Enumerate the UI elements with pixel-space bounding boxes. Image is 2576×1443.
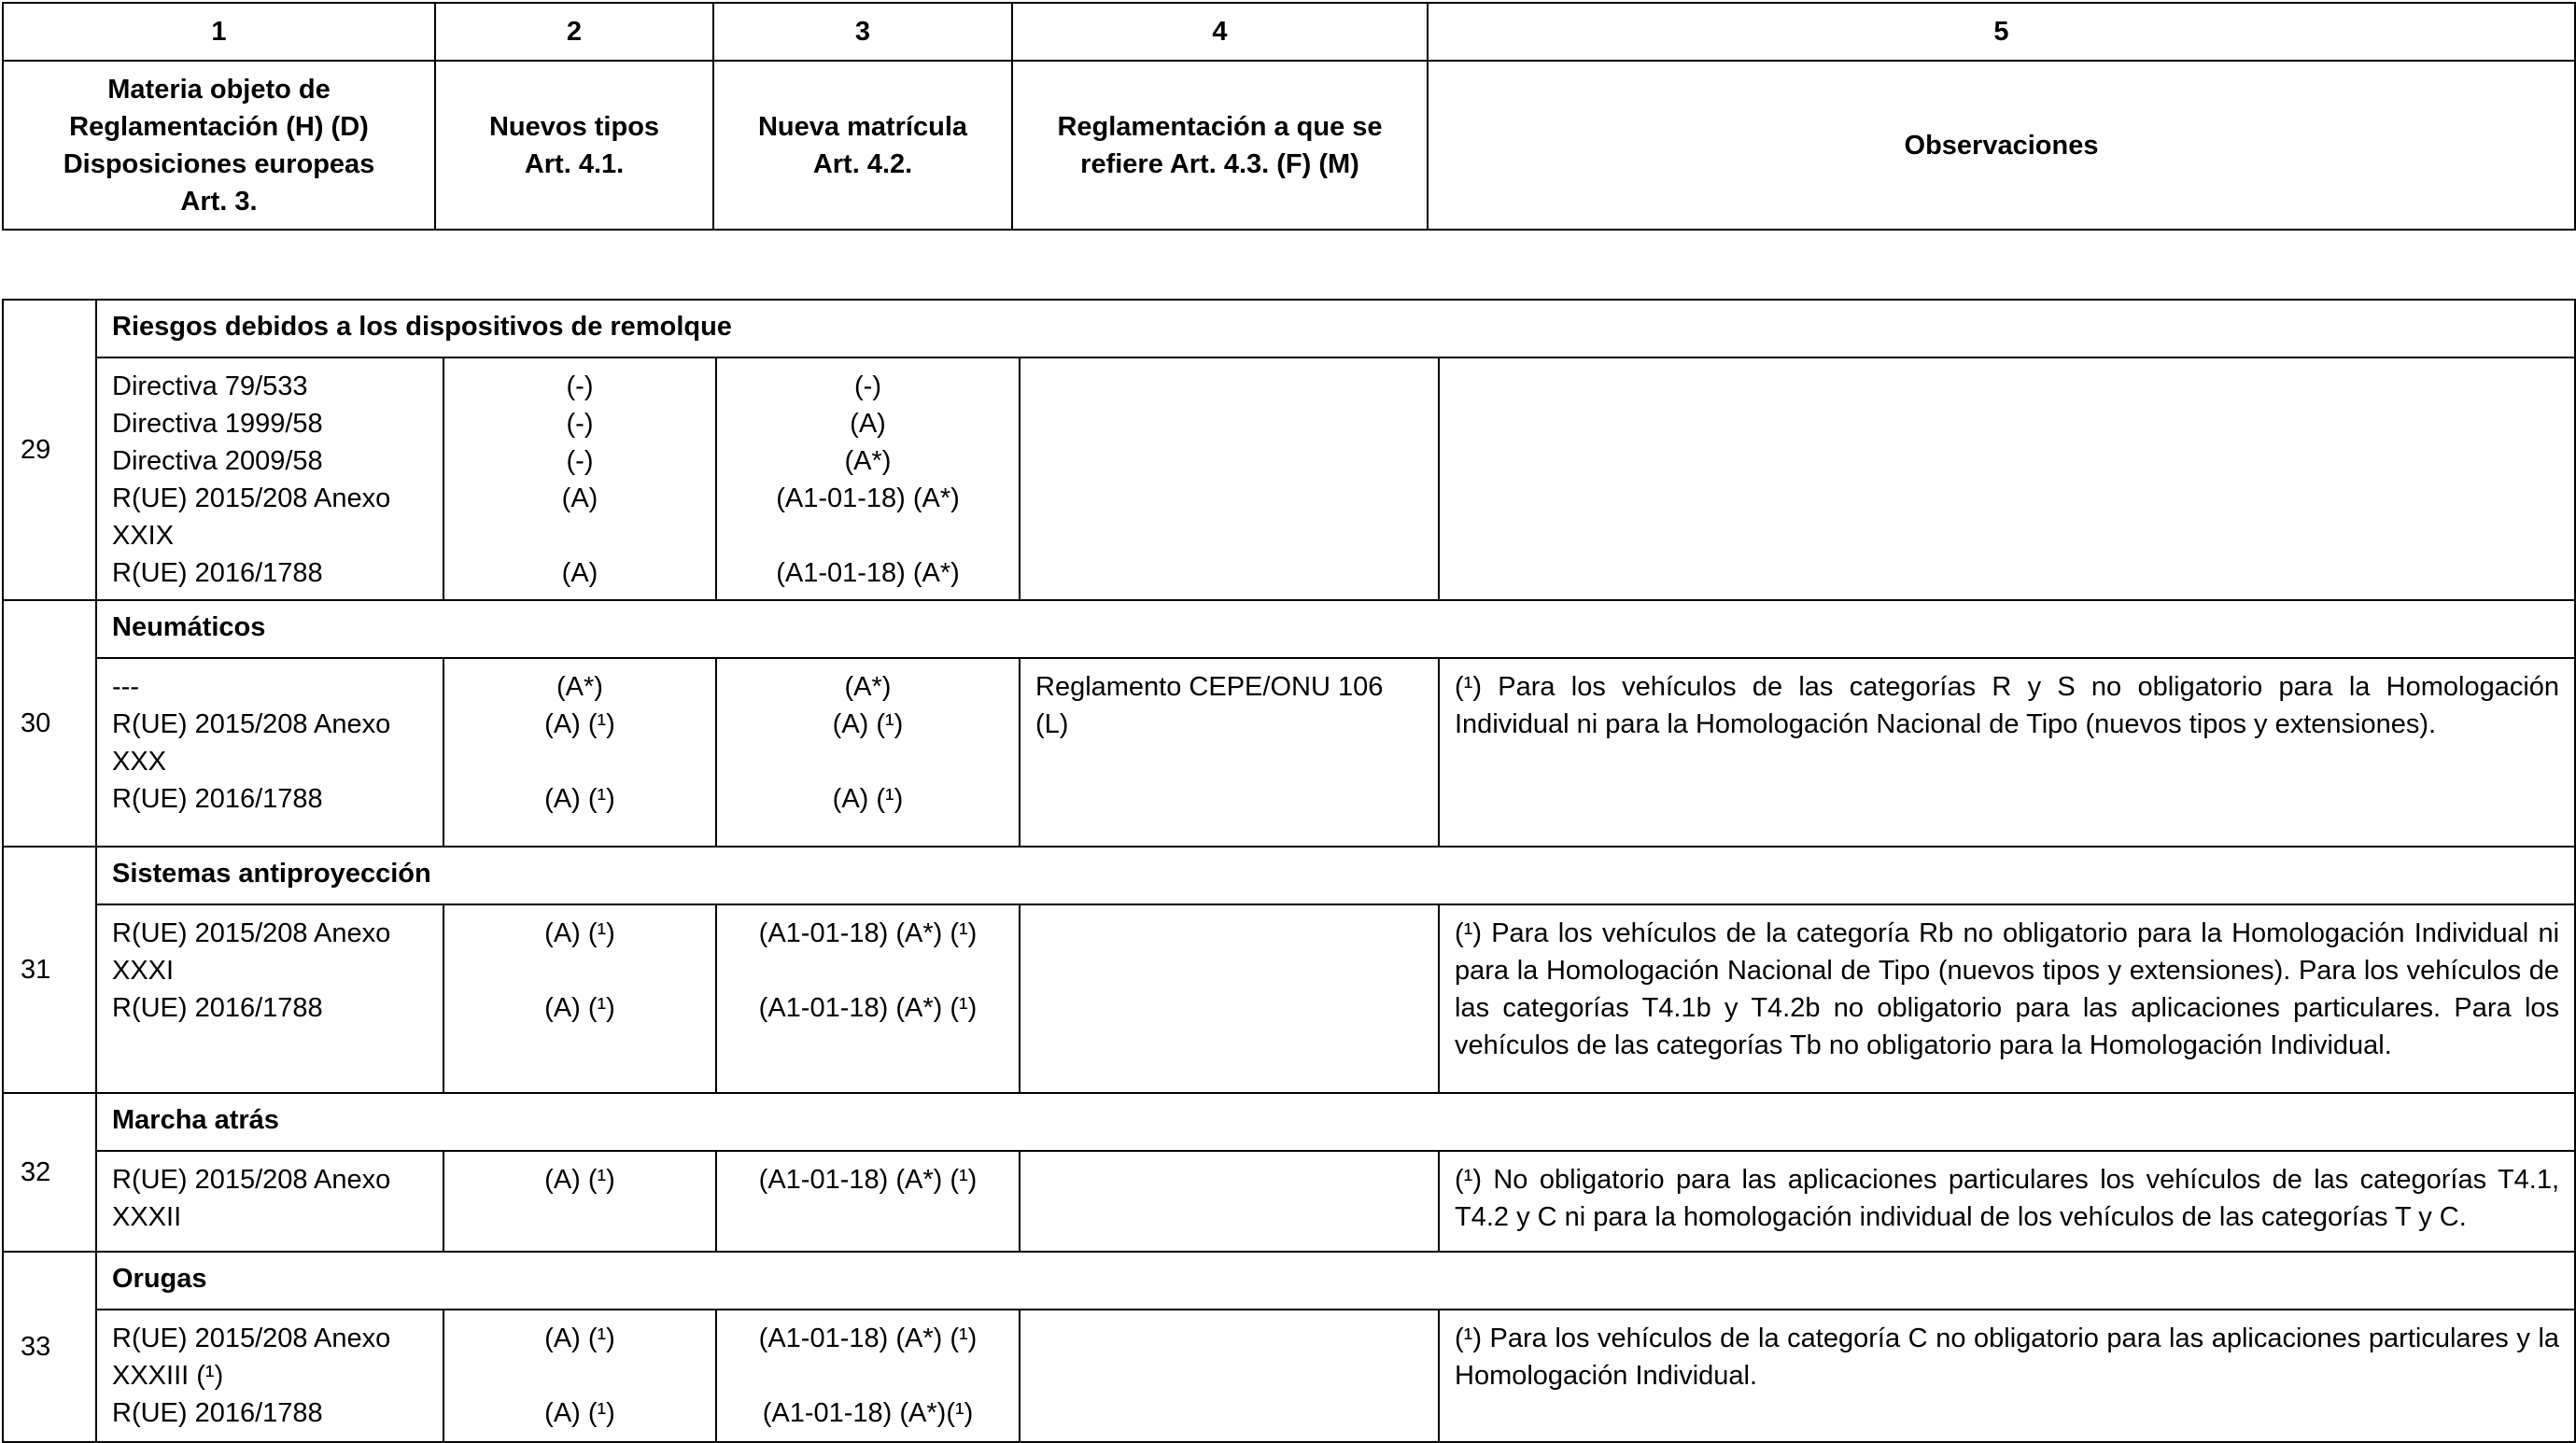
column-title-observaciones (1428, 61, 2575, 230)
nuevos-tipos-cell (443, 658, 716, 847)
nuevos-tipos-value: (-) (566, 446, 594, 476)
materia-line: XXXI (112, 956, 175, 986)
section-title: Neumáticos (96, 600, 2575, 658)
materia-line: R(UE) 2015/208 Anexo (112, 1165, 391, 1195)
section-title-row (3, 300, 2575, 357)
section-content-row (3, 904, 2575, 1093)
nuevos-tipos-cell (443, 1151, 716, 1252)
section-title-row (3, 847, 2575, 904)
row-number: 31 (3, 847, 96, 1093)
materia-line: R(UE) 2015/208 Anexo (112, 1324, 391, 1353)
header-line: Nueva matrícula (757, 111, 968, 142)
header-line: Materia objeto de (107, 74, 331, 105)
materia-line: XXXII (112, 1202, 182, 1232)
observaciones-cell (1439, 1310, 2575, 1442)
materia-cell (96, 904, 443, 1093)
header-line: refiere Art. 4.3. (F) (M) (1080, 148, 1359, 179)
nueva-matricula-value: (A1-01-18) (A*) (776, 558, 960, 588)
nueva-matricula-value: (A1-01-18) (A*) (776, 483, 960, 513)
materia-line: XXXIII (¹) (112, 1361, 224, 1391)
column-header-table (2, 2, 2576, 231)
nueva-matricula-cell (716, 1310, 1020, 1442)
nuevos-tipos-value: (-) (566, 409, 594, 439)
line-spacer (725, 952, 1011, 989)
materia-line: R(UE) 2016/1788 (112, 1398, 323, 1428)
column-number-row (3, 3, 2575, 61)
nueva-matricula-value: (A1-01-18) (A*) (¹) (758, 918, 978, 948)
nuevos-tipos-value: (A) (¹) (544, 1165, 615, 1195)
observaciones-cell (1439, 658, 2575, 847)
observaciones-text: (¹) Para los vehículos de la categoría C no obligatorio para las aplicaciones particulares y la Homologación Individual. (1455, 1324, 2560, 1391)
nuevos-tipos-value: (A) (¹) (544, 918, 615, 948)
row-number: 30 (3, 600, 96, 847)
section-title: Sistemas antiproyección (96, 847, 2575, 904)
nueva-matricula-cell (716, 658, 1020, 847)
header-line: Reglamentación a que se (1057, 111, 1383, 142)
reglamentacion-line: (L) (1035, 709, 1069, 739)
materia-line: Directiva 2009/58 (112, 446, 323, 476)
nueva-matricula-value: (A1-01-18) (A*) (¹) (758, 1165, 978, 1195)
materia-line: XXIX (112, 521, 175, 551)
column-title-materia (3, 61, 435, 230)
line-spacer (452, 1357, 708, 1394)
nueva-matricula-value: (A) (¹) (832, 709, 904, 739)
reglamentacion-cell (1020, 1310, 1439, 1442)
section-title: Orugas (96, 1252, 2575, 1310)
observaciones-text: (¹) No obligatorio para las aplicaciones particulares los vehículos de las categorías T4.1, T4.2 y C ni para la homologación individual de los vehículos de las categorías T y C. (1455, 1165, 2560, 1232)
materia-line: Directiva 79/533 (112, 371, 308, 401)
section-title-row (3, 1252, 2575, 1310)
section-content-row (3, 1310, 2575, 1442)
line-spacer (725, 1357, 1011, 1394)
observaciones-cell (1439, 357, 2575, 600)
section-content-row (3, 1151, 2575, 1252)
nueva-matricula-value: (A1-01-18) (A*) (¹) (758, 1324, 978, 1353)
nueva-matricula-value: (-) (854, 371, 881, 401)
nuevos-tipos-value: (A*) (556, 672, 603, 702)
nueva-matricula-value: (A1-01-18) (A*) (¹) (758, 993, 978, 1023)
section-title-row (3, 600, 2575, 658)
materia-line: R(UE) 2016/1788 (112, 558, 323, 588)
column-title-nueva-matricula (713, 61, 1012, 230)
reglamentacion-cell (1020, 1151, 1439, 1252)
header-line: Art. 4.1. (524, 148, 625, 179)
observaciones-text: (¹) Para los vehículos de las categorías R y S no obligatorio para la Homologación Individual ni para la Homologación Nacional de Tipo (nuevos tipos y extensiones). (1455, 672, 2560, 739)
nuevos-tipos-cell (443, 904, 716, 1093)
column-title-reglamentacion (1012, 61, 1428, 230)
column-number: 3 (713, 3, 1012, 61)
header-line: Art. 3. (180, 186, 258, 217)
materia-line: R(UE) 2015/208 Anexo (112, 709, 391, 739)
regulation-table-body (3, 300, 2575, 1442)
nueva-matricula-value: (A*) (844, 672, 892, 702)
materia-cell (96, 357, 443, 600)
materia-cell (96, 1151, 443, 1252)
row-number: 33 (3, 1252, 96, 1442)
nueva-matricula-cell (716, 904, 1020, 1093)
column-number: 5 (1428, 3, 2575, 61)
materia-line: R(UE) 2015/208 Anexo (112, 918, 391, 948)
nuevos-tipos-value: (A) (561, 558, 598, 588)
materia-cell (96, 1310, 443, 1442)
nueva-matricula-value: (A) (850, 409, 886, 439)
nuevos-tipos-value: (A) (¹) (544, 1398, 615, 1428)
column-number: 4 (1012, 3, 1428, 61)
materia-line: R(UE) 2016/1788 (112, 784, 323, 814)
line-spacer (452, 952, 708, 989)
nueva-matricula-value: (A) (¹) (832, 784, 904, 814)
nueva-matricula-value: (A1-01-18) (A*)(¹) (762, 1398, 974, 1428)
regulation-table (2, 299, 2576, 1443)
nuevos-tipos-value: (A) (¹) (544, 993, 615, 1023)
materia-cell (96, 658, 443, 847)
section-title: Riesgos debidos a los dispositivos de remolque (96, 300, 2575, 357)
nueva-matricula-cell (716, 357, 1020, 600)
column-title-nuevos-tipos (435, 61, 713, 230)
materia-line: R(UE) 2016/1788 (112, 993, 323, 1023)
nueva-matricula-cell (716, 1151, 1020, 1252)
line-spacer (452, 517, 708, 554)
nuevos-tipos-value: (A) (¹) (544, 709, 615, 739)
section-content-row (3, 357, 2575, 600)
header-line: Disposiciones europeas (63, 148, 375, 179)
observaciones-cell (1439, 1151, 2575, 1252)
column-number: 1 (3, 3, 435, 61)
section-title: Marcha atrás (96, 1093, 2575, 1151)
reglamentacion-cell (1020, 658, 1439, 847)
line-spacer (725, 517, 1011, 554)
nuevos-tipos-value: (A) (¹) (544, 1324, 615, 1353)
header-line: Art. 4.2. (812, 148, 913, 179)
materia-line: R(UE) 2015/208 Anexo (112, 483, 391, 513)
column-title-row (3, 61, 2575, 230)
reglamentacion-line: Reglamento CEPE/ONU 106 (1035, 672, 1384, 702)
nuevos-tipos-value: (A) (561, 483, 598, 513)
materia-line: Directiva 1999/58 (112, 409, 323, 439)
reglamentacion-cell (1020, 904, 1439, 1093)
observaciones-cell (1439, 904, 2575, 1093)
header-line: Reglamentación (H) (D) (69, 111, 369, 142)
nueva-matricula-value: (A*) (844, 446, 892, 476)
header-line: Nuevos tipos (488, 111, 660, 142)
header-line: Observaciones (1904, 130, 2099, 161)
line-spacer (725, 743, 1011, 780)
row-number: 32 (3, 1093, 96, 1252)
materia-line: XXX (112, 747, 167, 777)
reglamentacion-cell (1020, 357, 1439, 600)
section-content-row (3, 658, 2575, 847)
nuevos-tipos-value: (-) (566, 371, 594, 401)
nuevos-tipos-cell (443, 1310, 716, 1442)
column-number: 2 (435, 3, 713, 61)
line-spacer (452, 743, 708, 780)
nuevos-tipos-value: (A) (¹) (544, 784, 615, 814)
nuevos-tipos-cell (443, 357, 716, 600)
materia-line: --- (112, 672, 139, 702)
observaciones-text: (¹) Para los vehículos de la categoría Rb no obligatorio para la Homologación Individual ni para la Homologación Nacional de Tipo (nuevos tipos y extensiones). Para los vehículos de las categorías T4.1b y T4.2b no obligatorio para las aplicaciones particulares. Para los vehículos de las categorías Tb no obligatorio para la Homologación Individual. (1455, 918, 2560, 1060)
section-title-row (3, 1093, 2575, 1151)
row-number: 29 (3, 300, 96, 600)
